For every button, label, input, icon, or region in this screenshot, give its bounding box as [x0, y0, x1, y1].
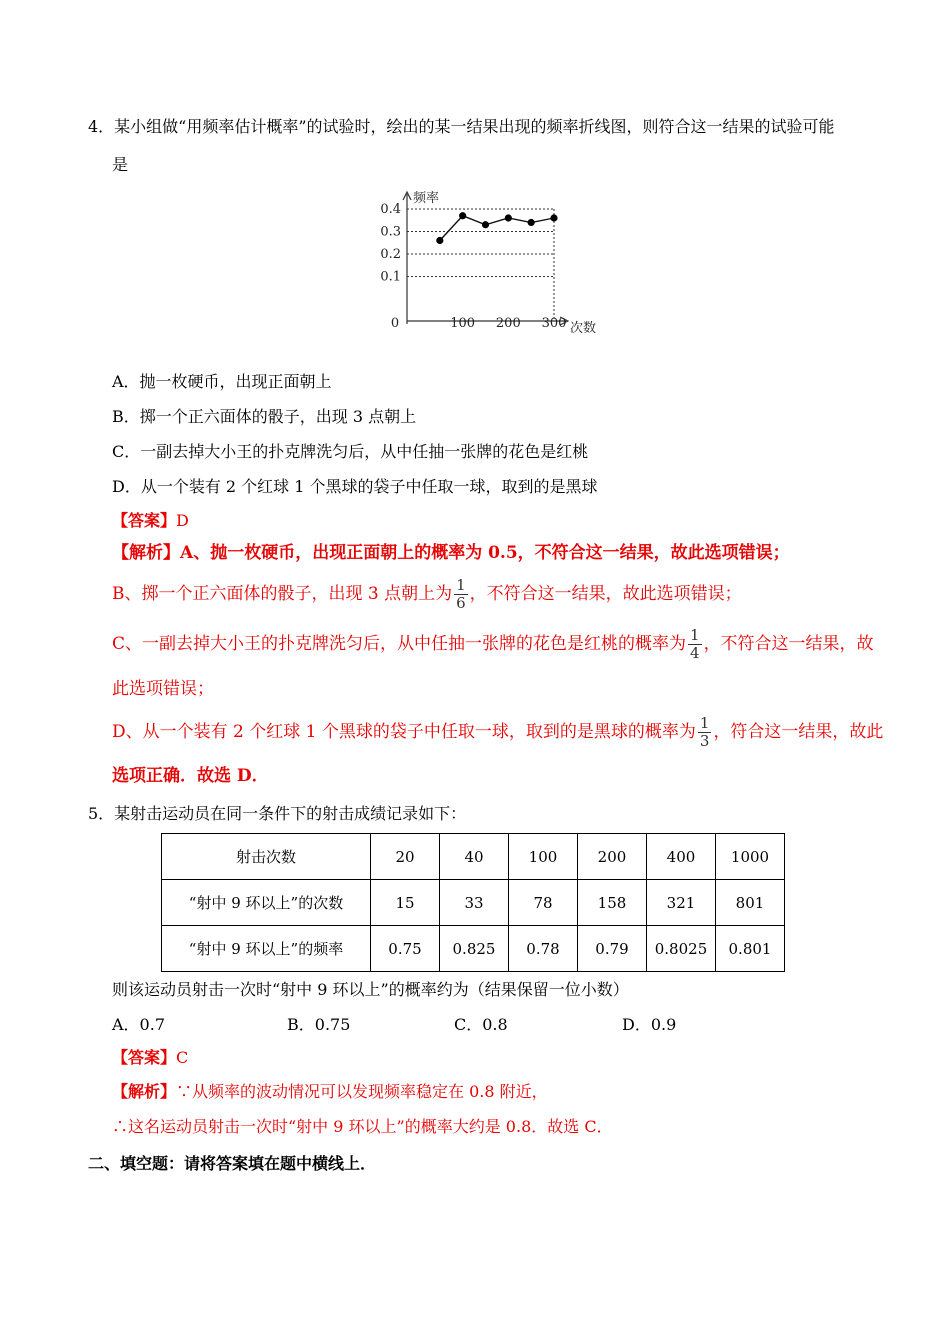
table-row-header: “射中 9 环以上”的频率: [162, 926, 371, 972]
y-tick-label: 0.4: [380, 202, 401, 217]
q4-option-c: C．一副去掉大小王的扑克牌洗匀后，从中任抽一张牌的花色是红桃: [112, 442, 589, 461]
table-cell: 400: [647, 834, 716, 880]
table-row-header: “射中 9 环以上”的次数: [162, 880, 371, 926]
series-line: [440, 216, 554, 241]
q5-analysis-line2: ∴这名运动员射击一次时“射中 9 环以上”的概率大约是 0.8．故选 C．: [112, 1117, 613, 1136]
q5-option-d: D．0.9: [622, 1015, 677, 1034]
table-cell: 78: [509, 880, 578, 926]
q4-analysis-b-line: [112, 572, 742, 616]
q4-stem-line2: 是: [112, 155, 129, 174]
table-cell: 40: [440, 834, 509, 880]
q5-stem: 5．某射击运动员在同一条件下的射击成绩记录如下：: [88, 804, 467, 823]
fraction-numerator: 1: [456, 576, 466, 594]
table-cell: 33: [440, 880, 509, 926]
q5-option-a: A．0.7: [112, 1015, 166, 1034]
q5-question: 则该运动员射击一次时“射中 9 环以上”的概率约为（结果保留一位小数）: [112, 980, 629, 999]
fraction-denominator: 6: [456, 594, 466, 612]
fraction-one-third: [698, 716, 712, 749]
data-point: [505, 214, 512, 221]
data-point: [436, 237, 443, 244]
q5-answer: [112, 1047, 188, 1069]
q4-analysis-d-line2: 选项正确．故选 D．: [112, 766, 269, 786]
fraction-denominator: 4: [690, 644, 700, 662]
table-cell: 0.75: [371, 926, 440, 972]
q4-analysis-c-line2: 此选项错误；: [112, 679, 214, 699]
fraction-denominator: 3: [699, 732, 710, 750]
q5-option-b: B．0.75: [287, 1015, 351, 1034]
q5-answer-label: 【答案】: [112, 1048, 177, 1067]
table-row-header: 射击次数: [162, 834, 371, 880]
y-tick-label: 0.1: [380, 269, 401, 285]
q4-option-b: B．掷一个正六面体的骰子，出现 3 点朝上: [112, 407, 417, 426]
row-hit-count: [162, 880, 785, 926]
q4-analysis-d-post: ，符合这一结果，故此: [713, 722, 884, 742]
x-axis-label: 次数: [570, 321, 597, 336]
table-cell: 321: [647, 880, 716, 926]
data-point: [528, 219, 535, 226]
y-tick-label: 0.3: [380, 224, 401, 240]
q4-answer-label: 【答案】: [112, 511, 177, 530]
data-point: [482, 221, 489, 228]
q5-analysis-line1: [112, 1081, 548, 1103]
q4-analysis-c-line: [112, 622, 874, 666]
origin-label: 0: [390, 316, 400, 331]
fraction-numerator: 1: [699, 714, 710, 732]
fraction-one-quarter: [688, 628, 702, 661]
table-cell: 0.801: [716, 926, 785, 972]
q4-option-d: D．从一个装有 2 个红球 1 个黑球的袋子中任取一球，取到的是黑球: [112, 477, 598, 496]
data-point: [550, 214, 557, 221]
q4-answer-value: D: [176, 511, 189, 530]
frequency-line-chart: [370, 186, 597, 336]
fraction-one-sixth: [454, 578, 468, 611]
shooting-record-table: [161, 833, 785, 972]
q5-analysis-text1: ∵从频率的波动情况可以发现频率稳定在 0.8 附近，: [176, 1082, 548, 1101]
q4-analysis-c-pre: C、一副去掉大小王的扑克牌洗匀后，从中任抽一张牌的花色是红桃的概率为: [112, 634, 687, 654]
q4-analysis-d-line: [112, 710, 883, 754]
table-cell: 100: [509, 834, 578, 880]
section-2-heading: 二、填空题：请将答案填在题中横线上．: [88, 1154, 377, 1173]
table-cell: 0.825: [440, 926, 509, 972]
table-cell: 0.78: [509, 926, 578, 972]
q4-analysis-b-post: ，不符合这一结果，故此选项错误；: [469, 584, 742, 604]
table-cell: 200: [578, 834, 647, 880]
y-axis-label: 频率: [413, 191, 440, 206]
q5-analysis-label: 【解析】: [112, 1082, 177, 1101]
q5-option-c: C．0.8: [454, 1015, 508, 1034]
row-hit-frequency: [162, 926, 785, 972]
q4-analysis-label: 【解析】: [112, 543, 180, 563]
table-cell: 15: [371, 880, 440, 926]
table-cell: 1000: [716, 834, 785, 880]
row-shot-count: [162, 834, 785, 880]
q4-analysis-d-pre: D、从一个装有 2 个红球 1 个黑球的袋子中任取一球，取到的是黑球的概率为: [112, 722, 696, 742]
y-tick-label: 0.2: [380, 247, 401, 262]
q4-answer: [112, 510, 189, 532]
q4-analysis-b-pre: B、掷一个正六面体的骰子，出现 3 点朝上为: [112, 584, 453, 604]
fraction-numerator: 1: [690, 626, 700, 644]
table-cell: 801: [716, 880, 785, 926]
table-cell: 0.79: [578, 926, 647, 972]
table-cell: 20: [371, 834, 440, 880]
q4-analysis-a: A、抛一枚硬币，出现正面朝上的概率为 0.5，不符合这一结果，故此选项错误；: [180, 543, 790, 563]
table-cell: 158: [578, 880, 647, 926]
data-point: [459, 212, 466, 219]
q4-option-a: A．抛一枚硬币，出现正面朝上: [112, 372, 332, 391]
x-tick-label: 200: [495, 316, 521, 331]
q4-analysis-a-line: [112, 542, 790, 564]
table-cell: 0.8025: [647, 926, 716, 972]
q5-answer-value: C: [176, 1048, 189, 1067]
x-tick-label: 300: [541, 316, 567, 331]
q4-analysis-c-post: ，不符合这一结果，故: [703, 634, 874, 654]
q4-stem-line1: 4．某小组做“用频率估计概率”的试验时，绘出的某一结果出现的频率折线图，则符合这一结果的试验可能: [88, 117, 835, 136]
x-tick-label: 100: [450, 316, 476, 331]
